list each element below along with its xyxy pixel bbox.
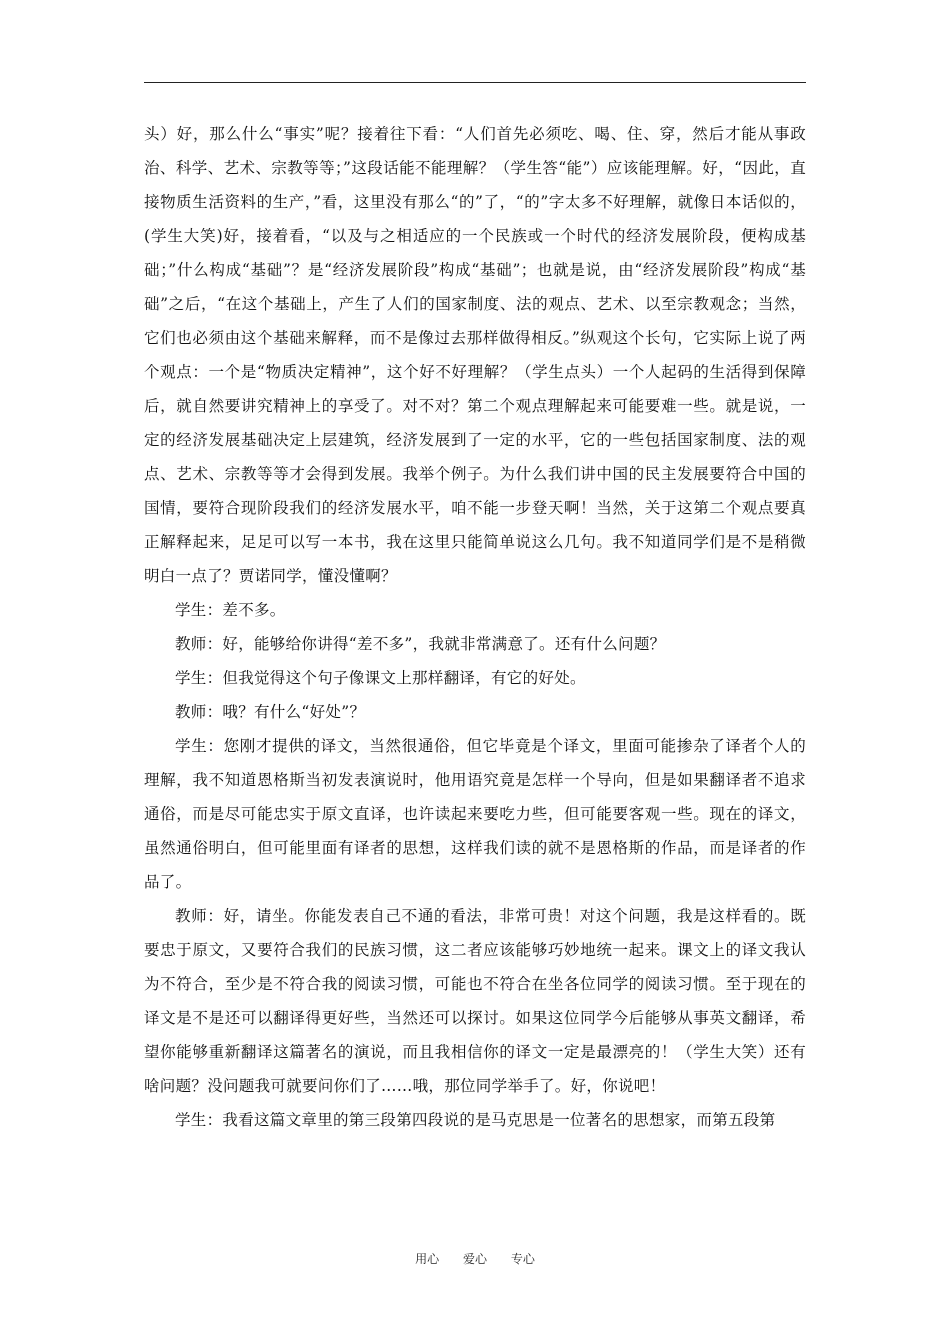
paragraph: 头）好，那么什么“事实”呢？接着往下看：“人们首先必须吃、喝、住、穿，然后才能从事政治、科学、艺术、宗教等等；”这段话能不能理解？（学生答“能”）应该能理解。好，“因此，直接物质生活资料的生产，”看，这里没有那么“的”了，“的”字太多不好理解，就像日本话似的，(学生大笑)好，接着看，“以及与之相适应的一个民族或一个时代的经济发展阶段，便构成基础；”什么构成“基础”？是“经济发展阶段”构成“基础”；也就是说，由“经济发展阶段”构成“基础”之后，“在这个基础上，产生了人们的国家制度、法的观点、艺术、以至宗教观念；当然，它们也必须由这个基础来解释，而不是像过去那样做得相反。”纵观这个长句，它实际上说了两个观点：一个是“物质决定精神”，这个好不好理解？（学生点头）一个人起码的生活得到保障后，就自然要讲究精神上的享受了。对不对？第二个观点理解起来可能要难一些。就是说，一定的经济发展基础决定上层建筑，经济发展到了一定的水平，它的一些包括国家制度、法的观点、艺术、宗教等等才会得到发展。我举个例子。为什么我们讲中国的民主发展要符合中国的国情，要符合现阶段我们的经济发展水平，咱不能一步登天啊！当然，关于这第二个观点要真正解释起来，足足可以写一本书，我在这里只能简单说这么几句。我不知道同学们是不是稍微明白一点了？贾诺同学，懂没懂啊？ [144,125,806,585]
page-footer [0,1250,950,1267]
paragraph: 学生：差不多。 [175,601,286,619]
paragraph: 学生：但我觉得这个句子像课文上那样翻译，有它的好处。 [175,669,586,687]
paragraph: 学生：您刚才提供的译文，当然很通俗，但它毕竟是个译文，里面可能掺杂了译者个人的理解，我不知道恩格斯当初发表演说时，他用语究竟是怎样一个导向，但是如果翻译者不追求通俗，而是尽可能忠实于原文直译，也许读起来要吃力些，但可能要客观一些。现在的译文，虽然通俗明白，但可能里面有译者的思想，这样我们读的就不是恩格斯的作品，而是译者的作品了。 [144,737,806,891]
footer-motto: 用心 [415,1252,440,1266]
document-body [144,117,806,1137]
footer-motto: 专心 [510,1252,535,1266]
paragraph: 学生：我看这篇文章里的第三段第四段说的是马克思是一位著名的思想家，而第五段第 [175,1111,776,1129]
header-rule [144,82,806,83]
footer-motto: 爱心 [462,1252,487,1266]
paragraph: 教师：哦？有什么“好处”？ [175,703,366,721]
paragraph: 教师：好，请坐。你能发表自己不通的看法，非常可贵！对这个问题，我是这样看的。既要忠于原文，又要符合我们的民族习惯，这二者应该能够巧妙地统一起来。课文上的译文我认为不符合，至少是不符合我的阅读习惯，可能也不符合在坐各位同学的阅读习惯。至于现在的译文是不是还可以翻译得更好些，当然还可以探讨。如果这位同学今后能够从事英文翻译，希望你能够重新翻译这篇著名的演说，而且我相信你的译文一定是最漂亮的！（学生大笑）还有啥问题？没问题我可就要问你们了……哦，那位同学举手了。好，你说吧！ [144,907,806,1095]
paragraph: 教师：好，能够给你讲得“差不多”，我就非常满意了。还有什么问题？ [175,635,666,653]
